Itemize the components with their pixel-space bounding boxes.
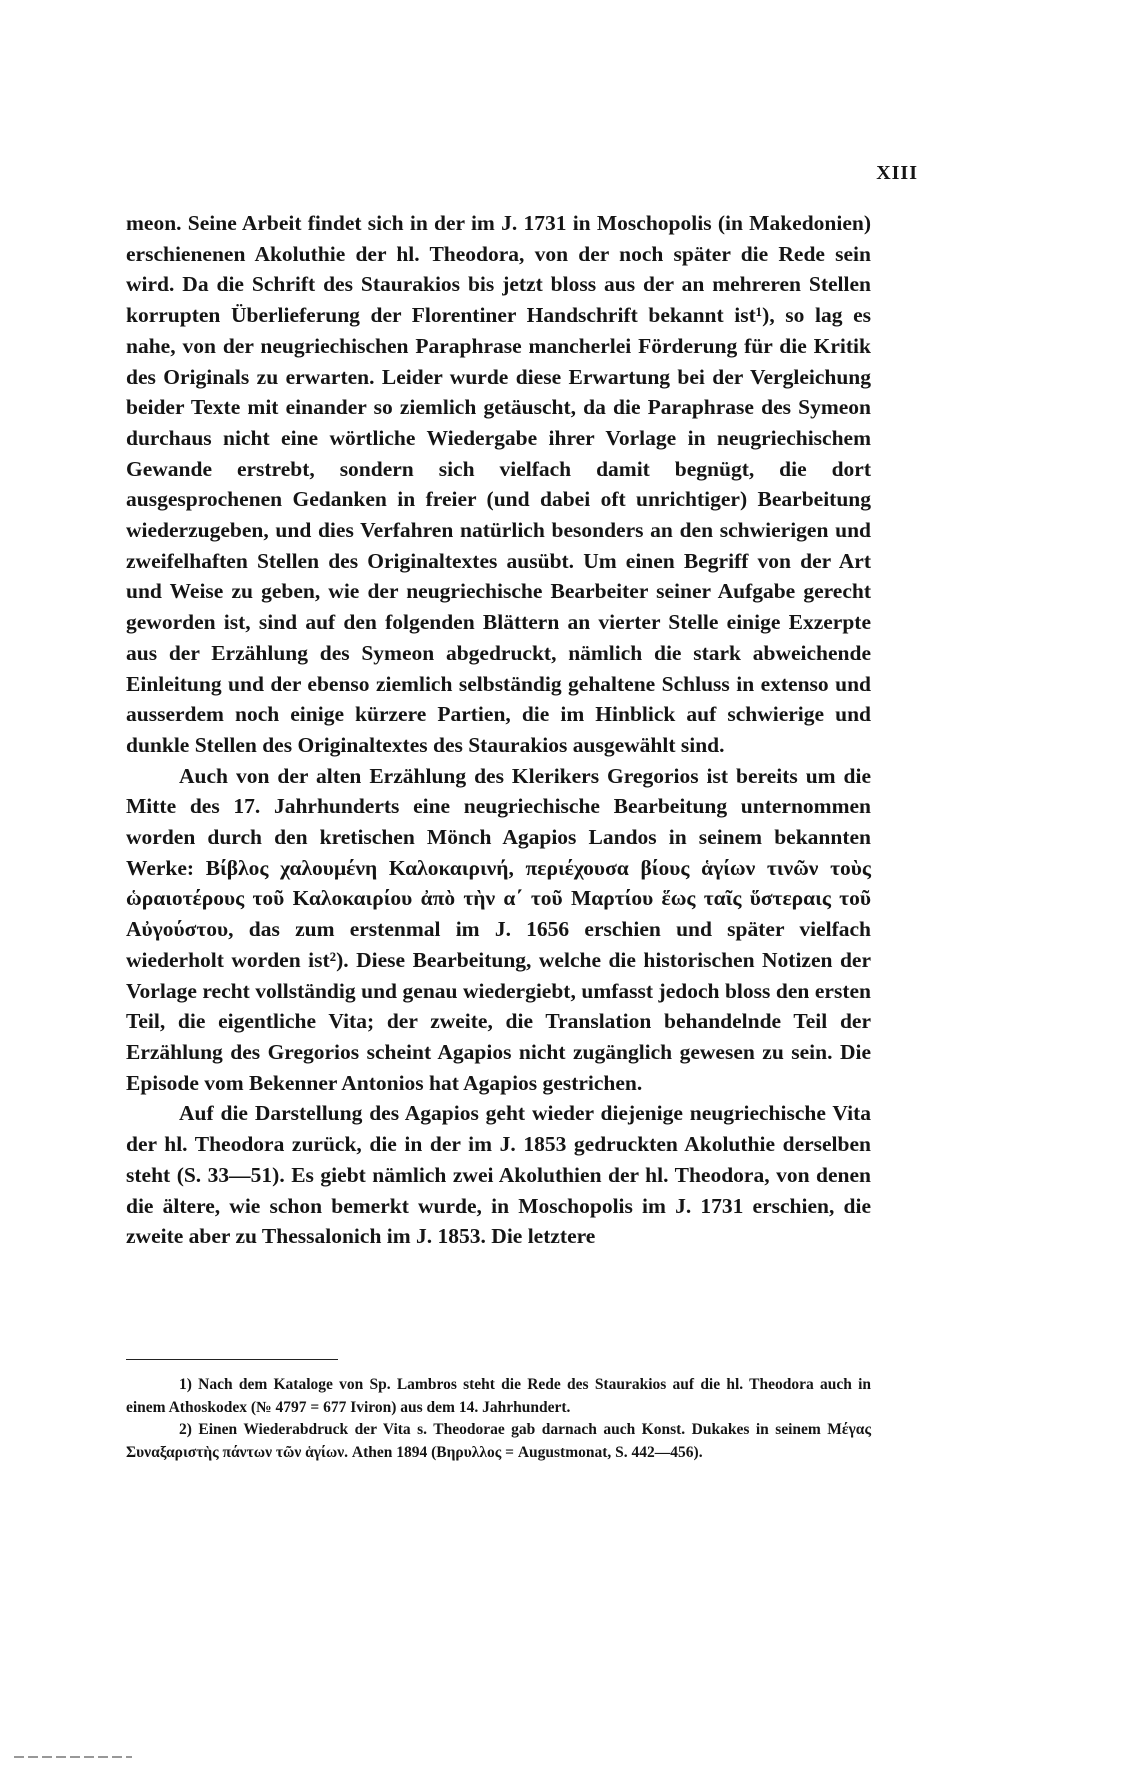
paragraph-gregorios: Auch von der alten Erzählung des Klerikers Gregorios ist bereits um die Mitte des 17. Jahrhunderts eine neugriechische Bearbeitung unternommen worden durch den kretischen Mönch Agapios Landos in seinem bekannten Werke: Βίβλος χαλουμένη Καλοκαιρινή, περιέχουσα βίους ἁγίων τινῶν τοὺς ὡραιοτέρους τοῦ Καλοκαιρίου ἀπὸ τὴν α΄ τοῦ Μαρτίου ἕως ταῖς ὕστεραις τοῦ Αὐγούστου, das zum erstenmal im J. 1656 erschien und später vielfach wiederholt worden ist²). Diese Bearbeitung, welche die historischen Notizen der Vorlage recht vollständig und genau wiedergiebt, umfasst jedoch bloss den ersten Teil, die eigentliche Vita; der zweite, die Translation behandelnde Teil der Erzählung des Gregorios scheint Agapios nicht zugänglich gewesen zu sein. Die Episode vom Bekenner Antonios hat Agapios gestrichen. <box>126 763 871 1095</box>
paragraph-continuation: meon. Seine Arbeit findet sich in der im J. 1731 in Moschopolis (in Makedonien) erschienenen Akoluthie der hl. Theodora, von der noch später die Rede sein wird. Da die Schrift des Staurakios bis jetzt bloss aus der an mehreren Stellen korrupten Überlieferung der Florentiner Handschrift bekannt ist¹), so lag es nahe, von der neugriechischen Paraphrase mancherlei Förderung für die Kritik des Originals zu erwarten. Leider wurde diese Erwartung bei der Vergleichung beider Texte mit einander so ziemlich getäuscht, da die Paraphrase des Symeon durchaus nicht eine wörtliche Wiedergabe ihrer Vorlage in neugriechischem Gewande erstrebt, sondern sich vielfach damit begnügt, die dort ausgesprochenen Gedanken in freier (und dabei oft unrichtiger) Bearbeitung wiederzugeben, und dies Verfahren natürlich besonders an den schwierigen und zweifelhaften Stellen des Originaltextes ausübt. Um einen Begriff von der Art und Weise zu geben, wie der neugriechische Bearbeiter seiner Aufgabe gerecht geworden ist, sind auf den folgenden Blättern an vierter Stelle einige Exzerpte aus der Erzählung des Symeon abgedruckt, nämlich die stark abweichende Einleitung und der ebenso ziemlich selbständig gehaltene Schluss in extenso und ausserdem noch einige kürzere Partien, die im Hinblick auf schwierige und dunkle Stellen des Originaltextes des Staurakios ausgewählt sind. <box>126 211 871 757</box>
footnote-1: 1) Nach dem Kataloge von Sp. Lambros steht die Rede des Staurakios auf die hl. Theodora auch in einem Athoskodex (№ 4797 = 677 Iviron) aus dem 14. Jahrhundert. <box>126 1376 871 1416</box>
footnote-2: 2) Einen Wiederabdruck der Vita s. Theodorae gab darnach auch Konst. Dukakes in seinem Μέγας Συναξαριστὴς πάντων τῶν ἁγίων. Athen 1894 (Βηρυλλος = Augustmonat, S. 442—456). <box>126 1421 871 1461</box>
paragraph-agapios: Auf die Darstellung des Agapios geht wieder diejenige neugriechische Vita der hl. Theodora zurück, die in der im J. 1853 gedruckten Akoluthie derselben steht (S. 33—51). Es giebt nämlich zwei Akoluthien der hl. Theodora, von denen die ältere, wie schon bemerkt wurde, in Moschopolis im J. 1731 erschien, die zweite aber zu Thessalonich im J. 1853. Die letztere <box>126 1101 871 1249</box>
main-text <box>126 208 871 1252</box>
scan-edge-mark <box>14 1756 132 1758</box>
footnotes <box>126 1374 871 1464</box>
page-number: XIII <box>876 162 918 184</box>
footnote-separator <box>126 1359 338 1360</box>
